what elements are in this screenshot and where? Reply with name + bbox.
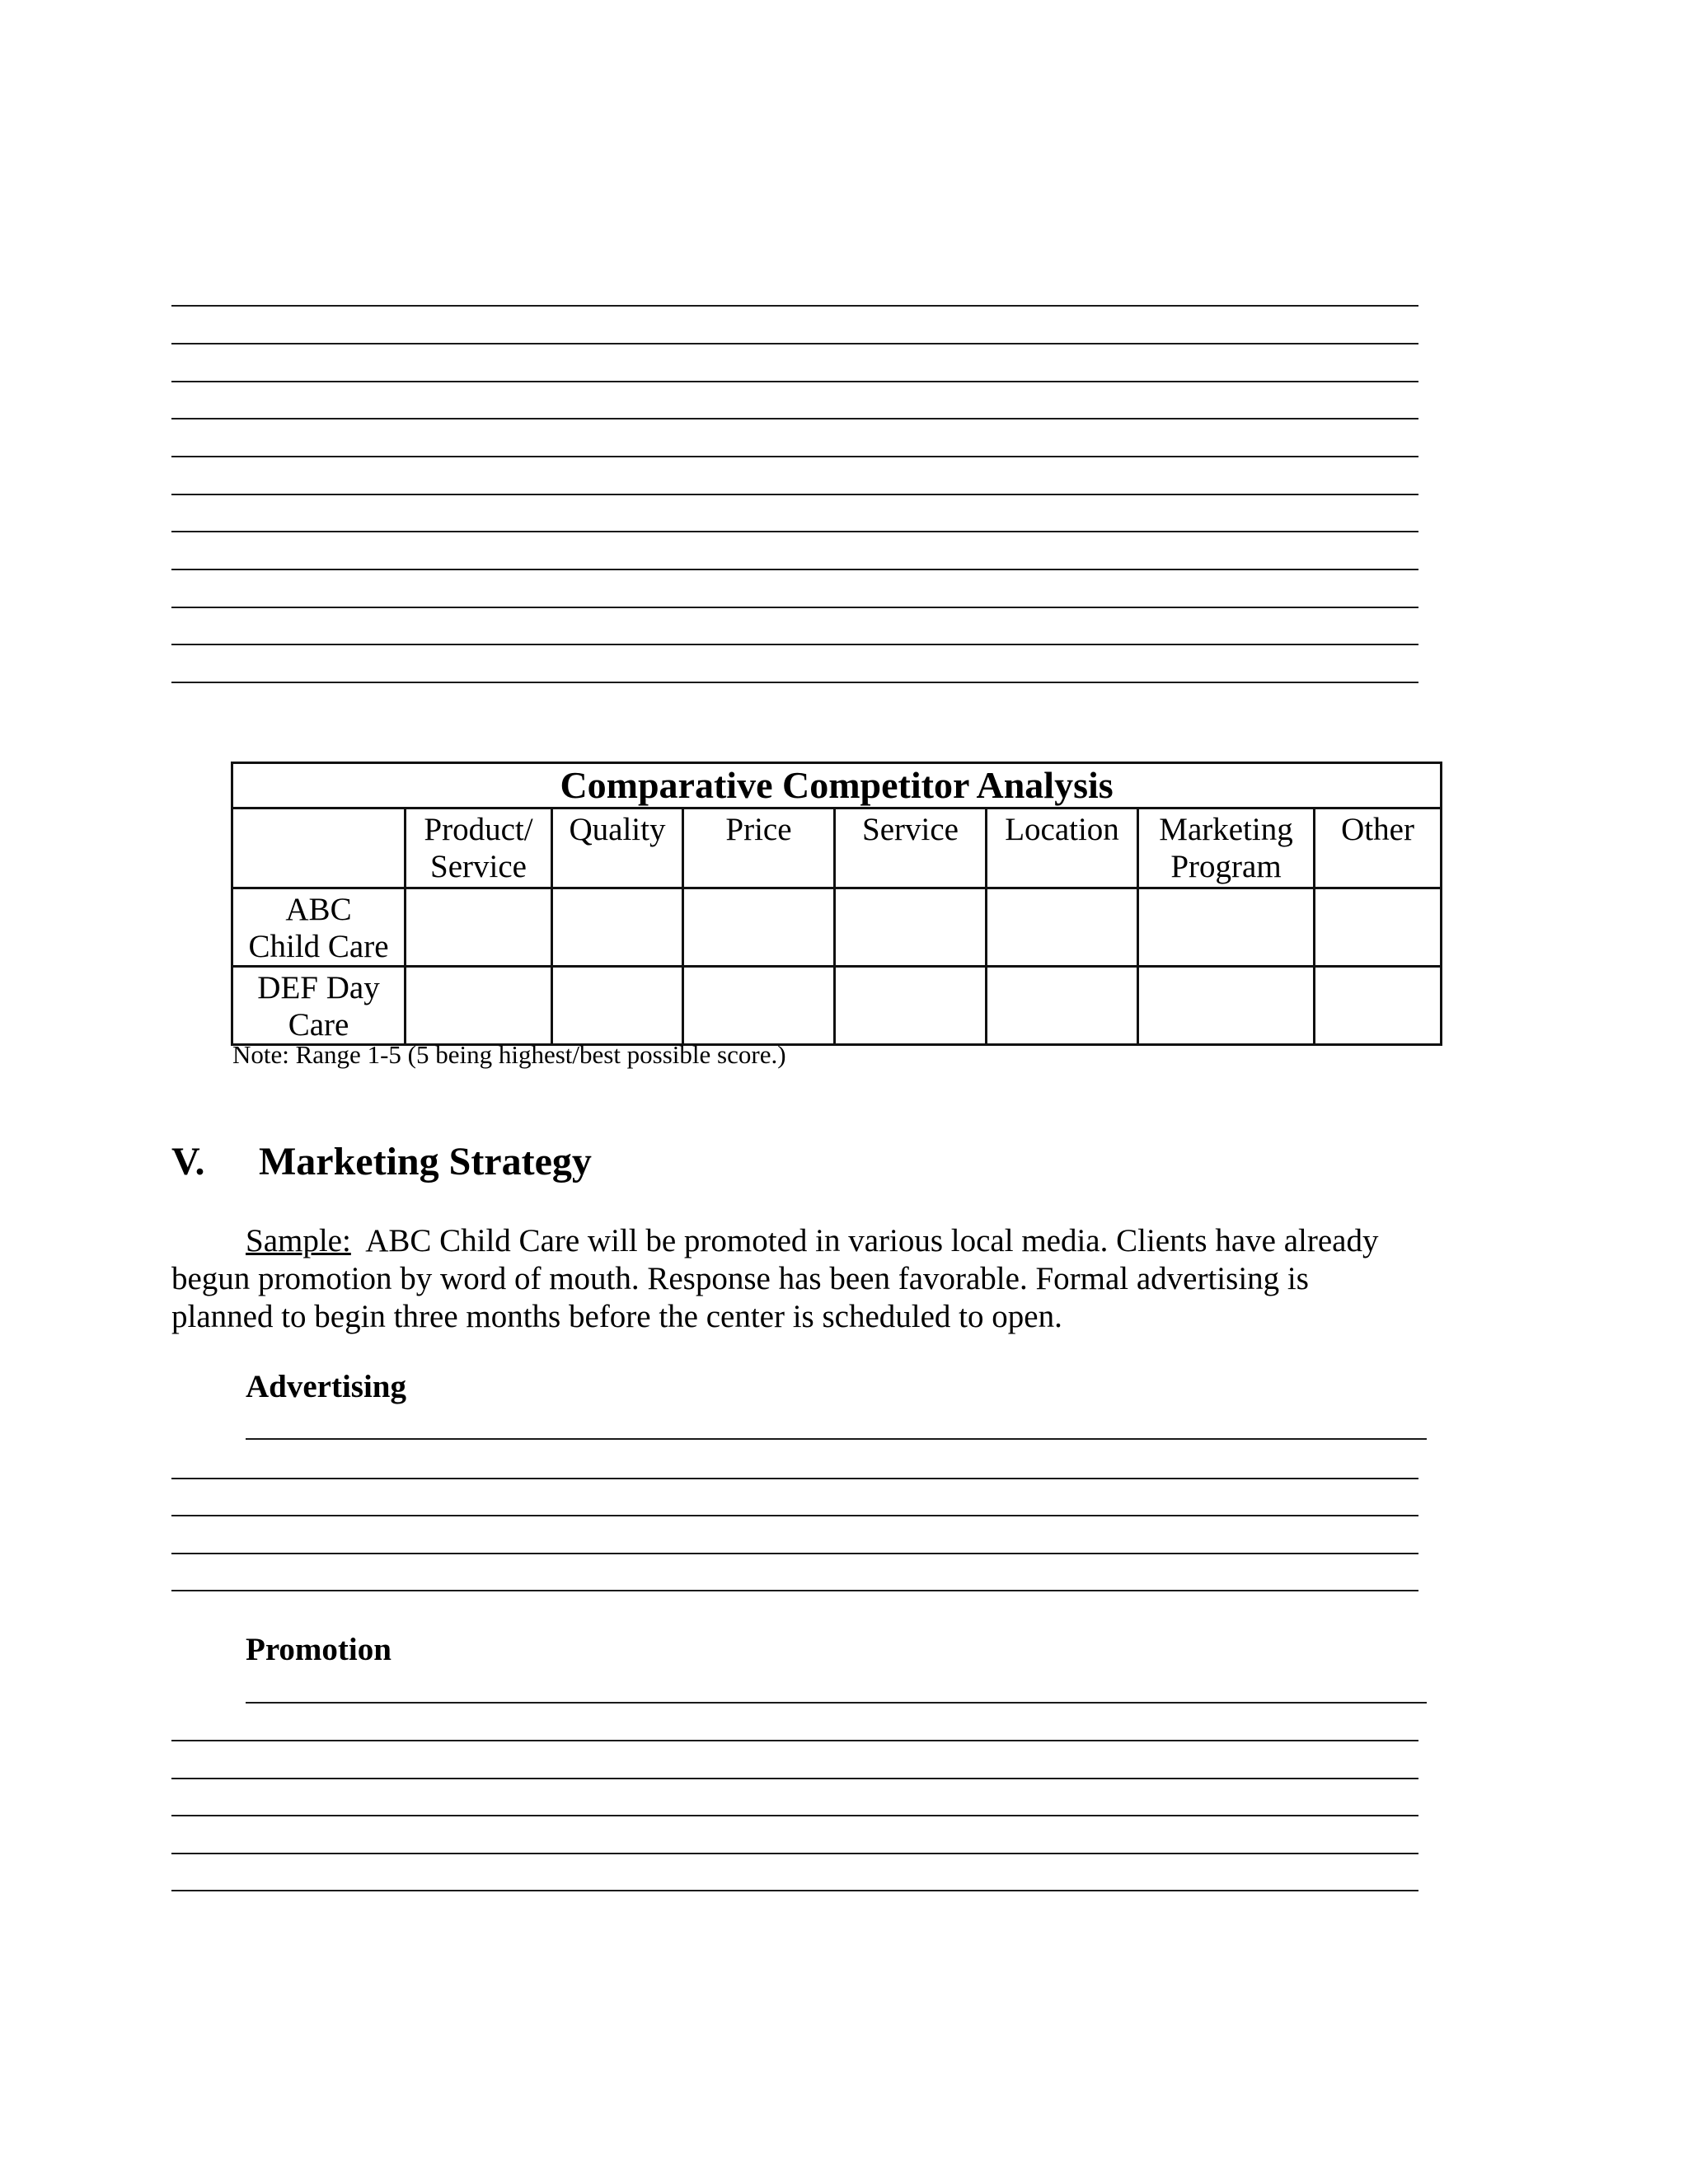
writing-line (171, 1478, 1418, 1479)
column-header-quality: Quality (552, 808, 683, 888)
row-label-abc-child-care: ABC Child Care (232, 888, 406, 967)
competitor-analysis-table (231, 762, 1442, 1046)
advertising-heading: Advertising (246, 1369, 406, 1404)
score-cell[interactable] (987, 967, 1138, 1045)
table-note: Note: Range 1-5 (5 being highest/best possible score.) (232, 1040, 786, 1069)
score-cell[interactable] (1138, 967, 1315, 1045)
table-row (232, 888, 1442, 967)
writing-line (171, 1778, 1418, 1779)
writing-line (171, 381, 1418, 382)
writing-line (171, 1553, 1418, 1554)
row-label-def-day-care: DEF Day Care (232, 967, 406, 1045)
writing-line (171, 682, 1418, 683)
column-header-price: Price (683, 808, 835, 888)
table-row (232, 967, 1442, 1045)
column-header-other: Other (1315, 808, 1442, 888)
sample-text-line: begun promotion by word of mouth. Response has been favorable. Formal advertising is (171, 1261, 1309, 1296)
score-cell[interactable] (406, 967, 552, 1045)
score-cell[interactable] (987, 888, 1138, 967)
column-header-location: Location (987, 808, 1138, 888)
table-header-row (232, 808, 1442, 888)
column-header-product-service: Product/ Service (406, 808, 552, 888)
score-cell[interactable] (835, 967, 987, 1045)
writing-line (171, 531, 1418, 532)
score-cell[interactable] (1138, 888, 1315, 967)
table-title: Comparative Competitor Analysis (232, 763, 1442, 808)
writing-line (246, 1438, 1427, 1440)
score-cell[interactable] (1315, 888, 1442, 967)
writing-line (171, 1590, 1418, 1591)
corner-cell (232, 808, 406, 888)
section-title: Marketing Strategy (259, 1140, 592, 1183)
score-cell[interactable] (683, 967, 835, 1045)
writing-line (171, 1515, 1418, 1516)
writing-line (171, 418, 1418, 419)
writing-line (171, 1815, 1418, 1816)
writing-line (171, 1890, 1418, 1891)
writing-line (171, 343, 1418, 344)
writing-line (171, 494, 1418, 495)
writing-line (246, 1702, 1427, 1704)
sample-text-line: ABC Child Care will be promoted in various local media. Clients have already (365, 1223, 1379, 1258)
writing-line (171, 1853, 1418, 1854)
score-cell[interactable] (683, 888, 835, 967)
writing-line (171, 456, 1418, 457)
section-number: V. (171, 1140, 205, 1183)
sample-label: Sample: (246, 1223, 351, 1258)
score-cell[interactable] (1315, 967, 1442, 1045)
writing-line (171, 607, 1418, 608)
column-header-marketing-program: Marketing Program (1138, 808, 1315, 888)
writing-line (171, 569, 1418, 570)
writing-line (171, 644, 1418, 645)
writing-line (171, 305, 1418, 307)
sample-text-line: planned to begin three months before the center is scheduled to open. (171, 1299, 1062, 1334)
score-cell[interactable] (552, 967, 683, 1045)
score-cell[interactable] (835, 888, 987, 967)
promotion-heading: Promotion (246, 1632, 392, 1667)
sample-paragraph (171, 1222, 1441, 1336)
score-cell[interactable] (552, 888, 683, 967)
score-cell[interactable] (406, 888, 552, 967)
column-header-service: Service (835, 808, 987, 888)
section-heading (171, 1139, 592, 1185)
writing-line (171, 1740, 1418, 1741)
